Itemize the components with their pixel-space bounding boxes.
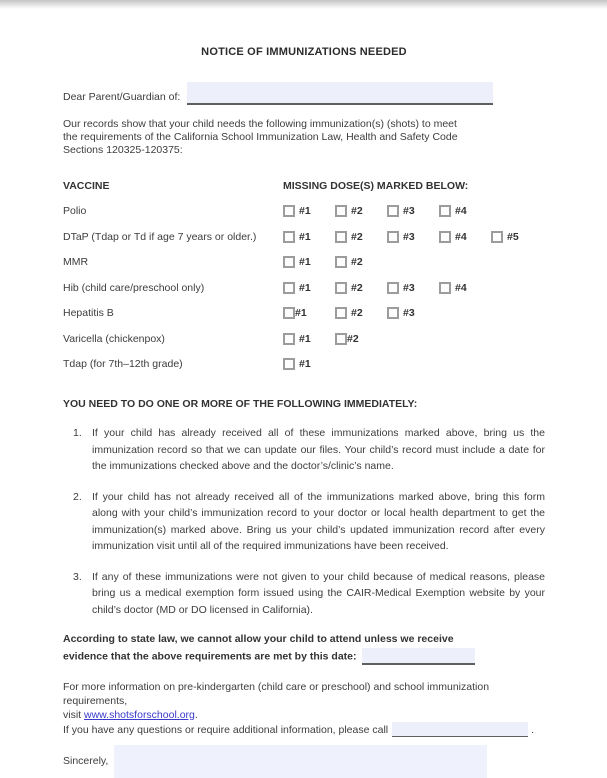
dose-label: #1: [299, 332, 311, 345]
dose-label: #1: [295, 307, 307, 320]
vaccine-name: Hib (child care/preschool only): [63, 281, 205, 294]
dose-checkbox[interactable]: [491, 231, 503, 243]
instructions-list: [63, 425, 545, 618]
dose-checkbox[interactable]: [283, 205, 295, 217]
dose-cell: [283, 205, 335, 217]
questions-suffix: .: [531, 723, 535, 736]
dose-label: #4: [455, 230, 467, 243]
dose-cell: [439, 205, 491, 217]
dose-cell: [283, 307, 335, 319]
dose-cell: [335, 231, 387, 243]
dose-cell: [335, 333, 387, 345]
vaccine-name: DTaP (Tdap or Td if age 7 years or older.): [63, 230, 257, 243]
dose-label: #4: [455, 205, 467, 218]
table-row-hepb: [63, 301, 545, 327]
list-item-number: 1.: [73, 427, 82, 439]
dose-checkbox[interactable]: [283, 231, 295, 243]
list-item-number: 2.: [73, 490, 82, 503]
dose-label: #3: [403, 230, 415, 243]
dose-checkbox[interactable]: [439, 231, 451, 243]
dose-checkbox[interactable]: [387, 307, 399, 319]
closing-label: Sincerely,: [63, 755, 109, 767]
list-item-text: If any of these immunizations were not given to your child because of medical reasons, please bring us a medical exemption form issued using the CAIR-Medical Exemption website by your child’s doctor (MD or DO licensed in California).: [92, 570, 545, 616]
dose-label: #2: [351, 230, 363, 243]
dose-checkbox[interactable]: [335, 333, 347, 345]
dose-checkbox[interactable]: [335, 205, 347, 217]
table-row-hib: [63, 275, 545, 301]
more-info-line: For more information on pre-kindergarten (child care or preschool) and school immunization requirements,: [63, 680, 490, 707]
vaccine-name: MMR: [63, 256, 89, 269]
state-law-line2: evidence that the above requirements are met by this date:: [63, 650, 357, 662]
table-row-mmr: [63, 250, 545, 276]
list-item: [63, 425, 545, 475]
dose-cell: [387, 205, 439, 217]
dose-cell: [439, 231, 491, 243]
dose-label: #3: [403, 307, 415, 320]
dose-label: #3: [403, 205, 415, 218]
salutation-label: Dear Parent/Guardian of:: [63, 91, 181, 103]
state-law-statement: [63, 632, 545, 665]
list-item: [63, 489, 545, 555]
dose-label: #5: [507, 230, 519, 243]
closing-row: [63, 745, 545, 778]
phone-field[interactable]: [392, 722, 528, 737]
dose-cell: [387, 231, 439, 243]
footer-paragraph: [63, 680, 545, 737]
dose-checkbox[interactable]: [439, 205, 451, 217]
dose-checkbox[interactable]: [335, 256, 347, 268]
date-field[interactable]: [362, 648, 475, 665]
dose-cell: [335, 256, 387, 268]
dose-label: #2: [351, 205, 363, 218]
vaccine-name: Tdap (for 7th–12th grade): [63, 358, 183, 371]
dose-group: [283, 205, 491, 217]
signature-field[interactable]: [114, 745, 487, 778]
dose-checkbox[interactable]: [387, 231, 399, 243]
dose-checkbox[interactable]: [283, 307, 295, 319]
dose-cell: [283, 256, 335, 268]
questions-text: If you have any questions or require additional information, please call: [63, 723, 389, 736]
state-law-line1: According to state law, we cannot allow your child to attend unless we receive: [63, 633, 454, 645]
dose-checkbox[interactable]: [283, 256, 295, 268]
list-item-text: If your child has already received all of these immunizations marked above, bring us the immunization record so that we can update our files. Your child’s record must include a date for the immunizations checked above and the doctor’s/clinic’s name.: [92, 427, 545, 472]
dose-label: #2: [347, 332, 359, 345]
table-row-polio: [63, 199, 545, 225]
page-title: NOTICE OF IMMUNIZATIONS NEEDED: [201, 46, 407, 58]
dose-group: [283, 256, 387, 268]
vaccine-name: Hepatitis B: [63, 307, 114, 320]
instructions-heading: YOU NEED TO DO ONE OR MORE OF THE FOLLOWING IMMEDIATELY:: [63, 398, 418, 410]
dose-checkbox[interactable]: [387, 282, 399, 294]
dose-label: #3: [403, 281, 415, 294]
dose-checkbox[interactable]: [335, 282, 347, 294]
dose-checkbox[interactable]: [439, 282, 451, 294]
dose-checkbox[interactable]: [283, 358, 295, 370]
list-item-number: 3.: [73, 570, 82, 583]
dose-label: #1: [299, 205, 311, 218]
dose-label: #1: [299, 358, 311, 371]
dose-checkbox[interactable]: [335, 231, 347, 243]
dose-cell: [335, 282, 387, 294]
table-row-tdap: [63, 352, 545, 378]
dose-cell: [283, 358, 335, 370]
dose-checkbox[interactable]: [387, 205, 399, 217]
dose-label: #4: [455, 281, 467, 294]
dose-cell: [335, 307, 387, 319]
dose-cell: [283, 282, 335, 294]
salutation-row: [63, 82, 545, 105]
dose-label: #1: [299, 230, 311, 243]
dose-label: #1: [299, 256, 311, 269]
vaccine-table-header: [63, 173, 545, 199]
doses-column-header: MISSING DOSE(S) MARKED BELOW:: [283, 179, 469, 192]
dose-checkbox[interactable]: [283, 333, 295, 345]
visit-suffix: .: [194, 708, 198, 721]
vaccine-name: Varicella (chickenpox): [63, 332, 165, 345]
dose-checkbox[interactable]: [335, 307, 347, 319]
list-item: [63, 569, 545, 619]
dose-group: [283, 358, 335, 370]
visit-line: [63, 708, 545, 722]
state-law-line2-row: [63, 648, 545, 665]
dose-cell: [283, 333, 335, 345]
table-row-dtap: [63, 224, 545, 250]
dose-cell: [491, 231, 543, 243]
dose-label: #2: [351, 281, 363, 294]
intro-paragraph: Our records show that your child needs the following immunization(s) (shots) to meet the requirements of the California School Immunization Law, Health and Safety Code Sections 120325-120375:: [63, 118, 458, 156]
shotsforschool-link[interactable]: www.shotsforschool.org: [84, 708, 195, 721]
dose-checkbox[interactable]: [283, 282, 295, 294]
dose-cell: [283, 231, 335, 243]
dose-cell: [387, 307, 439, 319]
dose-group: [283, 333, 387, 345]
vaccine-name: Polio: [63, 205, 87, 218]
page-top-shadow: [0, 0, 607, 9]
dose-label: #2: [351, 256, 363, 269]
vaccine-column-header: VACCINE: [63, 179, 110, 192]
dose-group: [283, 282, 491, 294]
dose-cell: [335, 205, 387, 217]
list-item-text: If your child has not already received all of the immunizations marked above, bring this form along with your child’s immunization record to your doctor or local health department to get the immunization(s) marked above. Bring us your child’s updated immunization record after every immunization visit until all of the required immunizations have been received.: [92, 490, 545, 552]
table-row-varicella: [63, 326, 545, 352]
questions-line: [63, 722, 545, 737]
dose-label: #1: [299, 281, 311, 294]
dose-group: [283, 307, 439, 319]
dose-cell: [439, 282, 491, 294]
dose-group: [283, 231, 543, 243]
dose-label: #2: [351, 307, 363, 320]
dose-cell: [387, 282, 439, 294]
parent-name-field[interactable]: [187, 82, 493, 105]
vaccine-table: [63, 173, 545, 377]
visit-prefix: visit: [63, 708, 84, 721]
